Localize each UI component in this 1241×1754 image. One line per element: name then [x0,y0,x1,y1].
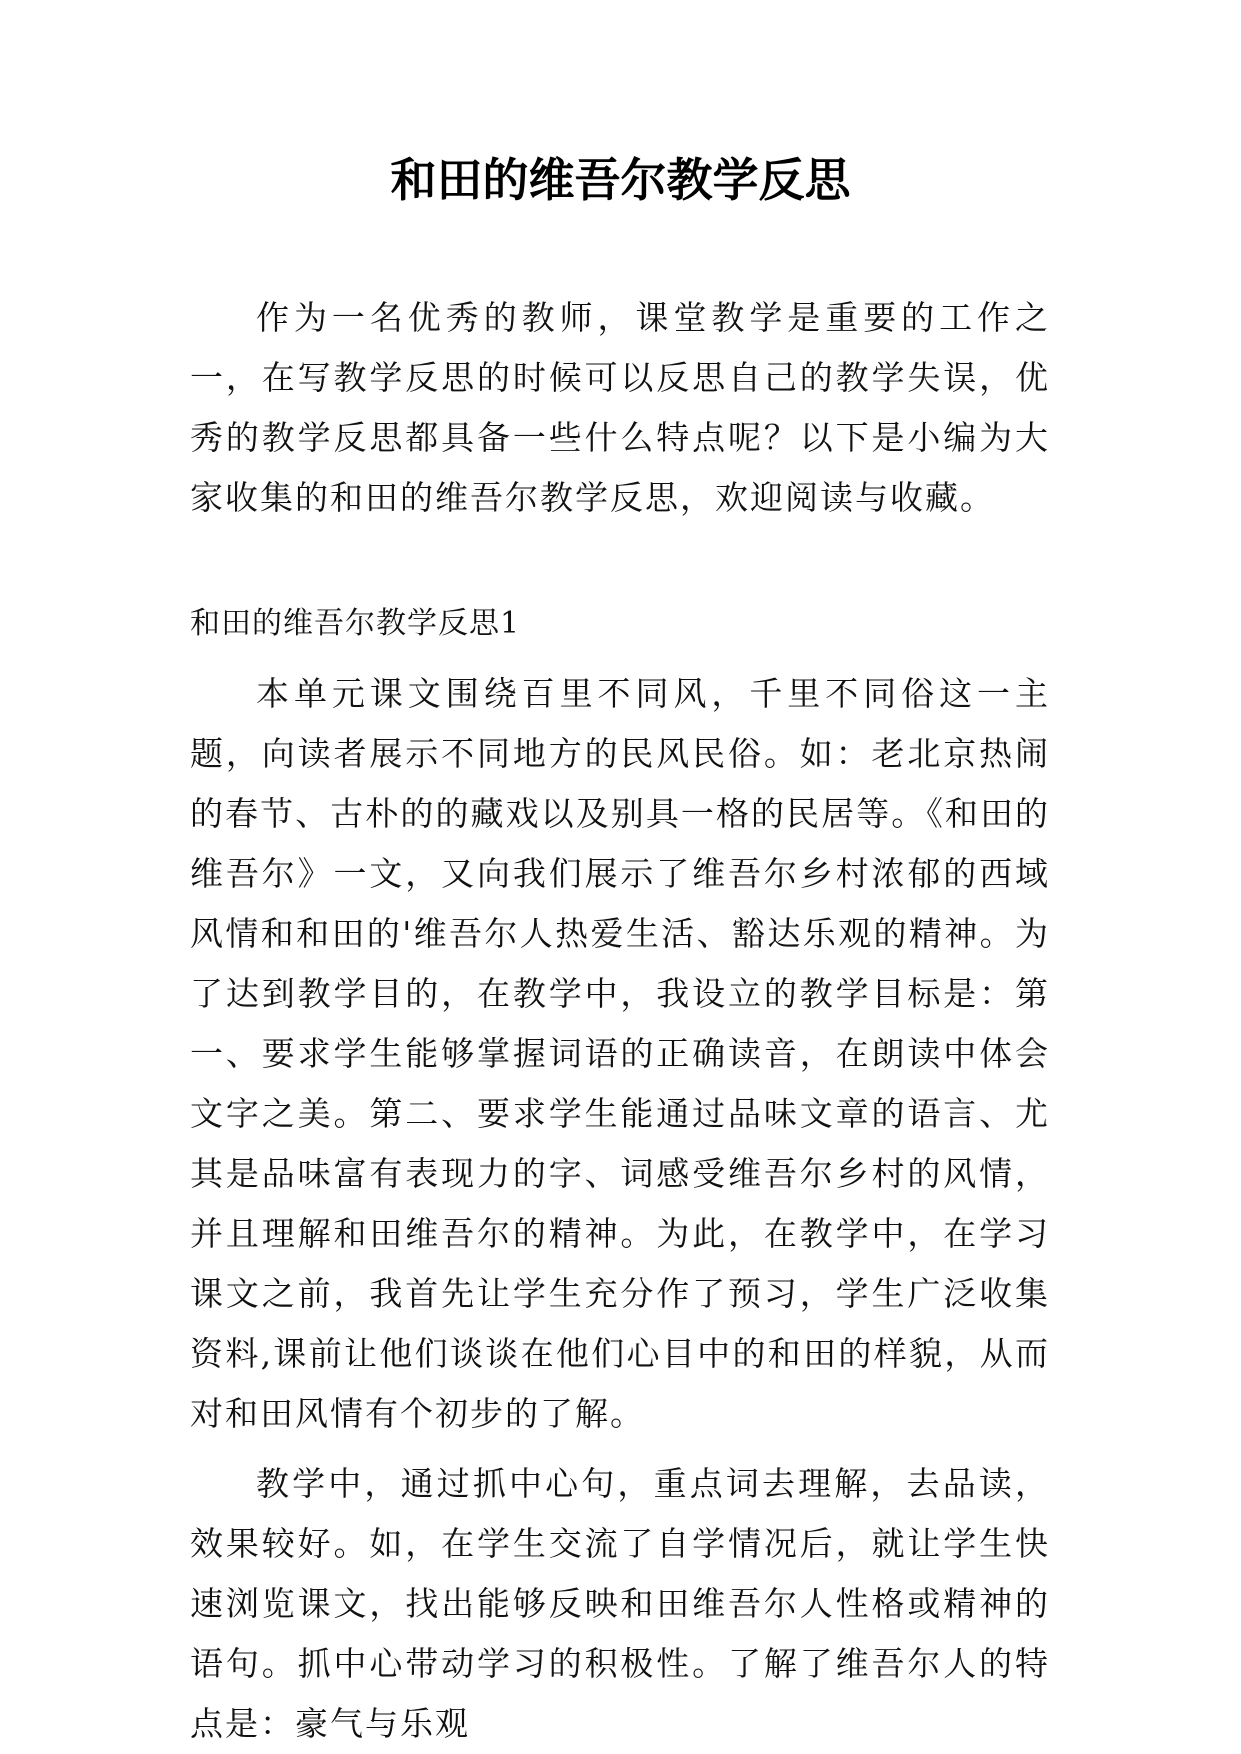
document-title: 和田的维吾尔教学反思 [390,153,851,207]
intro-paragraph: 作为一名优秀的教师，课堂教学是重要的工作之一，在写教学反思的时候可以反思自己的教学失误，优秀的教学反思都具备一些什么特点呢？以下是小编为大家收集的和田的维吾尔教学反思，欢迎阅读与收藏。 [190,298,1050,517]
document-body [190,288,1050,1754]
body-paragraph: 本单元课文围绕百里不同风，千里不同俗这一主题，向读者展示不同地方的民风民俗。如：老北京热闹的春节、古朴的的藏戏以及别具一格的民居等。《和田的维吾尔》一文，又向我们展示了维吾尔乡村浓郁的西域风情和和田的'维吾尔人热爱生活、豁达乐观的精神。为了达到教学目的，在教学中，我设立的教学目标是：第一、要求学生能够掌握词语的正确读音，在朗读中体会文字之美。第二、要求学生能通过品味文章的语言、尤其是品味富有表现力的字、词感受维吾尔乡村的风情，并且理解和田维吾尔的精神。为此，在教学中，在学习课文之前，我首先让学生充分作了预习，学生广泛收集资料,课前让他们谈谈在他们心目中的和田的样貌，从而对和田风情有个初步的了解。 [190,674,1050,1433]
body-paragraph: 教学中，通过抓中心句，重点词去理解，去品读，效果较好。如，在学生交流了自学情况后，就让学生快速浏览课文，找出能够反映和田维吾尔人性格或精神的语句。抓中心带动学习的积极性。了解了维吾尔人的特点是：豪气与乐观 [190,1464,1050,1743]
section-heading: 和田的维吾尔教学反思1 [190,606,521,641]
